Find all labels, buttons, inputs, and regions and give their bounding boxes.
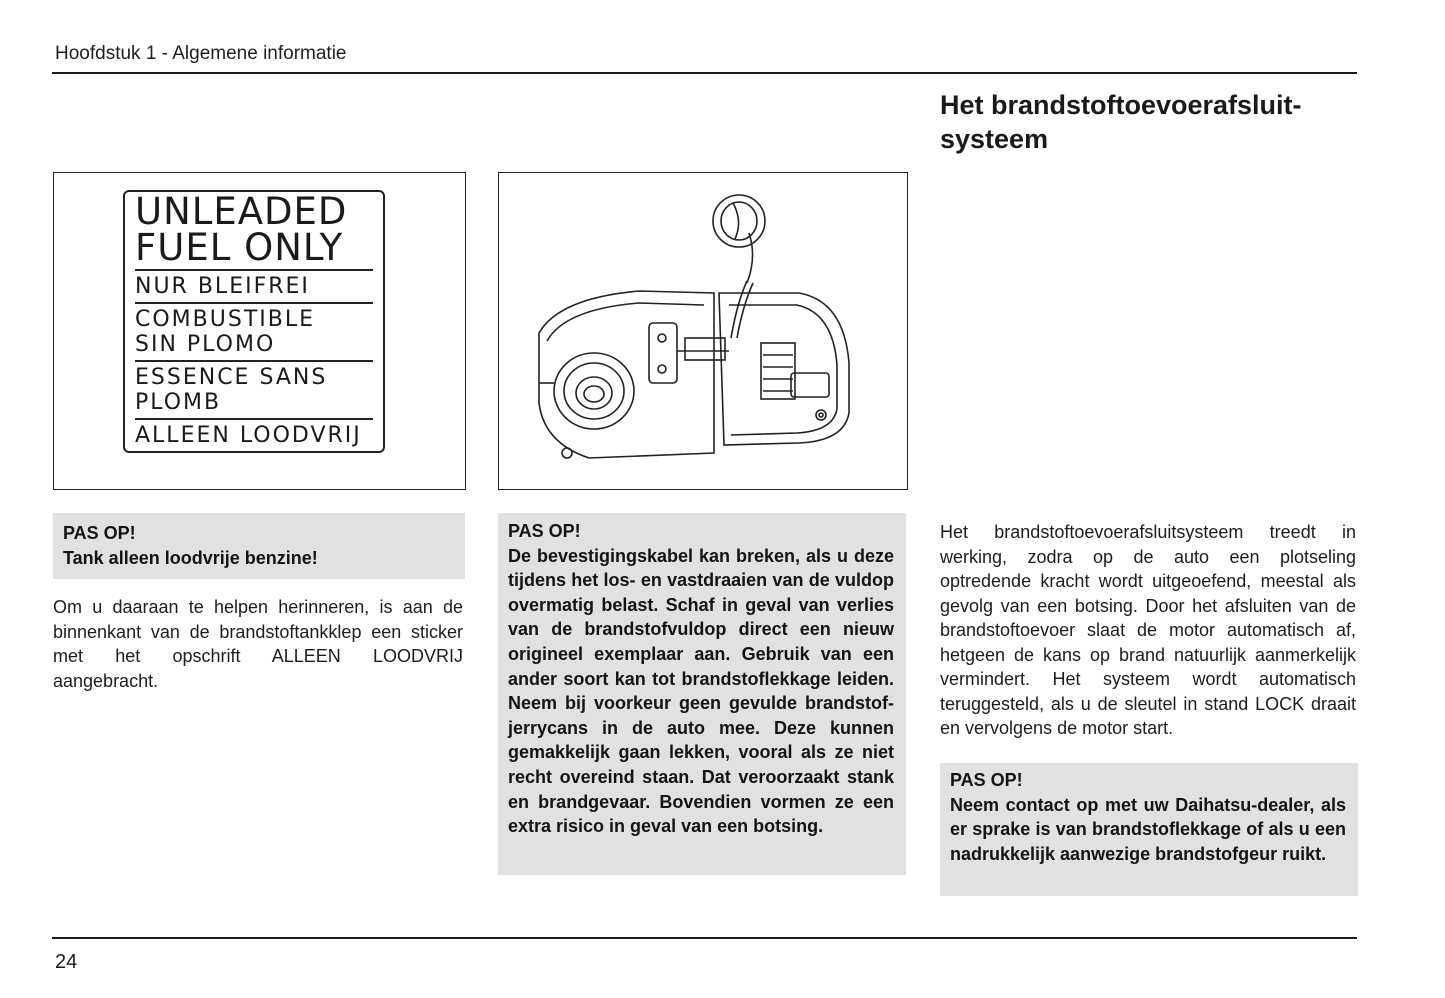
warning-box-fuel-leak xyxy=(940,763,1358,896)
fuel-door-figure xyxy=(498,172,908,490)
warning-body: Tank alleen loodvrije benzine! xyxy=(63,548,318,568)
paragraph-sticker-reminder: Om u daaraan te helpen herinneren, is aan de binnenkant van de brandstoftankklep een sticker met het opschrift ALLEEN LOODVRIJ aangebracht. xyxy=(53,597,463,691)
warning-title: PAS OP! xyxy=(950,770,1023,790)
paragraph-fuel-cutoff: Het brandstoftoevoerafsluitsysteem treedt in werking, zodra op de auto een plotseling optredende kracht wordt uitgeoefend, meestal als gevolg van een botsing. Door het afsluiten van de brandstoftoevoer slaat de motor automatisch af, hetgeen de kans op brand natuurlijk aanmerkelijk vermindert. Het systeem wordt automatisch teruggesteld, als u de sleutel in stand LOCK draait en vervolgens de motor start. xyxy=(940,522,1356,738)
sticker-line-french-1: ESSENCE SANS xyxy=(135,365,328,390)
footer-rule xyxy=(52,937,1357,939)
warning-body: De bevestigingskabel kan breken, als u deze tijdens het los- en vastdraaien van de vuldop overmatig belast. Schaf in geval van verlies van de brandstofvuldop direct een nieuw origineel exemplaar aan. Gebruik van een ander soort kan tot brandstoflekkage leiden. Neem bij voorkeur geen gevulde brandstof-jerrycans in de auto mee. Deze kunnen gemakkelijk gaan lekken, vooral als ze niet recht overeind staan. Dat veroorzaakt stank en brandgevaar. Bovendien vormen ze een extra risico in geval van een botsing. xyxy=(508,545,894,837)
sticker-line-german: NUR BLEIFREI xyxy=(135,274,310,299)
sticker-line-fuel-only: FUEL ONLY xyxy=(135,226,344,269)
sticker-line-dutch: ALLEEN LOODVRIJ xyxy=(135,423,362,448)
unleaded-sticker xyxy=(123,190,385,453)
header-rule xyxy=(52,72,1357,74)
sticker-line-unleaded: UNLEADED xyxy=(135,190,348,233)
sticker-divider xyxy=(135,360,373,362)
warning-title: PAS OP! xyxy=(63,523,136,543)
sticker-line-spanish-1: COMBUSTIBLE xyxy=(135,307,315,332)
fuel-door-illustration xyxy=(499,173,907,489)
warning-box-unleaded xyxy=(53,513,465,579)
warning-box-fuel-cap xyxy=(498,513,906,875)
sticker-figure xyxy=(53,172,466,490)
sticker-divider xyxy=(135,418,373,420)
warning-body: Neem contact op met uw Daihatsu-dealer, als er sprake is van brandstoflekkage of als u een nadrukkelijk aanwezige brandstofgeur ruikt. xyxy=(950,794,1346,864)
sticker-divider xyxy=(135,302,373,304)
sticker-line-french-2: PLOMB xyxy=(135,390,222,415)
sticker-line-spanish-2: SIN PLOMO xyxy=(135,332,276,357)
sticker-divider xyxy=(135,269,373,271)
page-number: 24 xyxy=(55,951,78,973)
chapter-header: Hoofdstuk 1 - Algemene informatie xyxy=(55,43,347,64)
warning-title: PAS OP! xyxy=(508,521,581,541)
section-title: Het brandstoftoevoerafsluit-systeem xyxy=(940,90,1302,154)
